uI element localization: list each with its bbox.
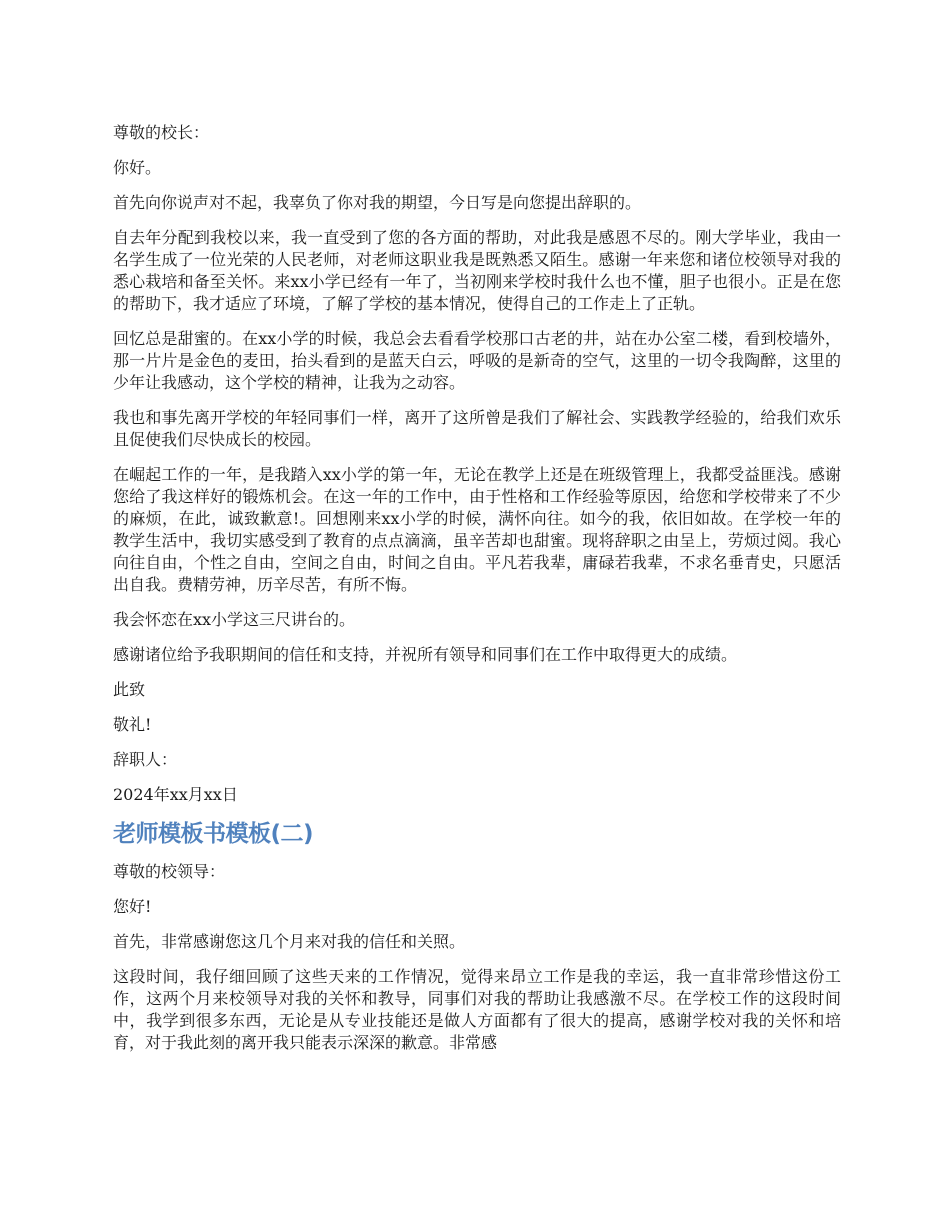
body-paragraph: 自去年分配到我校以来，我一直受到了您的各方面的帮助，对此我是感恩不尽的。刚大学毕业，我由一名学生成了一位光荣的人民老师，对老师这职业我是既熟悉又陌生。感谢一年来您和诸位校领导对我的悉心栽培和备至关怀。来xx小学已经有一年了，当初刚来学校时我什么也不懂，胆子也很小。正是在您的帮助下，我才适应了环境，了解了学校的基本情况，使得自己的工作走上了正轨。: [113, 228, 841, 313]
document-page: [113, 122, 841, 1067]
salutation: 尊敬的校长：: [113, 123, 210, 142]
greeting: 您好!: [113, 897, 152, 916]
body-paragraph: 在崛起工作的一年，是我踏入xx小学的第一年，无论在教学上还是在班级管理上，我都受益匪浅。感谢您给了我这样好的锻炼机会。在这一年的工作中，由于性格和工作经验等原因，给您和学校带来了不少的麻烦，在此，诚致歉意!。回想刚来xx小学的时候，满怀向往。如今的我，依旧如故。在学校一年的教学生活中，我切实感受到了教育的点点滴滴，虽辛苦却也甜蜜。现将辞职之由呈上，劳烦过阅。我心向往自由，个性之自由，空间之自由，时间之自由。平凡若我辈，庸碌若我辈，不求名垂青史，只愿活出自我。费精劳神，历辛尽苦，有所不悔。: [113, 465, 841, 594]
closing-salute: 敬礼!: [113, 715, 152, 734]
body-paragraph: 感谢诸位给予我职期间的信任和支持，并祝所有领导和同事们在工作中取得更大的成绩。: [113, 645, 738, 664]
body-paragraph: 回忆总是甜蜜的。在xx小学的时候，我总会去看看学校那口古老的井，站在办公室二楼，看到校墙外，那一片片是金色的麦田，抬头看到的是蓝天白云，呼吸的是新奇的空气，这里的一切令我陶醉，这里的少年让我感动，这个学校的精神，让我为之动容。: [113, 329, 841, 392]
section-heading: 老师模板书模板(二): [113, 821, 314, 847]
body-paragraph: 我也和事先离开学校的年轻同事们一样，离开了这所曾是我们了解社会、实践教学经验的，给我们欢乐且促使我们尽快成长的校园。: [113, 408, 841, 449]
signature-label: 辞职人：: [113, 750, 178, 769]
salutation: 尊敬的校领导：: [113, 862, 226, 881]
body-paragraph: 我会怀恋在xx小学这三尺讲台的。: [113, 610, 356, 629]
greeting: 你好。: [113, 158, 162, 177]
date-line: 2024年xx月xx日: [113, 785, 238, 804]
body-paragraph: 首先，非常感谢您这几个月来对我的信任和关照。: [113, 932, 466, 951]
closing-line: 此致: [113, 680, 146, 699]
body-paragraph: 首先向你说声对不起，我辜负了你对我的期望，今日写是向您提出辞职的。: [113, 193, 642, 212]
body-paragraph: 这段时间，我仔细回顾了这些天来的工作情况，觉得来昂立工作是我的幸运，我一直非常珍惜这份工作，这两个月来校领导对我的关怀和教导，同事们对我的帮助让我感激不尽。在学校工作的这段时间中，我学到很多东西，无论是从专业技能还是做人方面都有了很大的提高，感谢学校对我的关怀和培育，对于我此刻的离开我只能表示深深的歉意。非常感: [113, 967, 841, 1052]
